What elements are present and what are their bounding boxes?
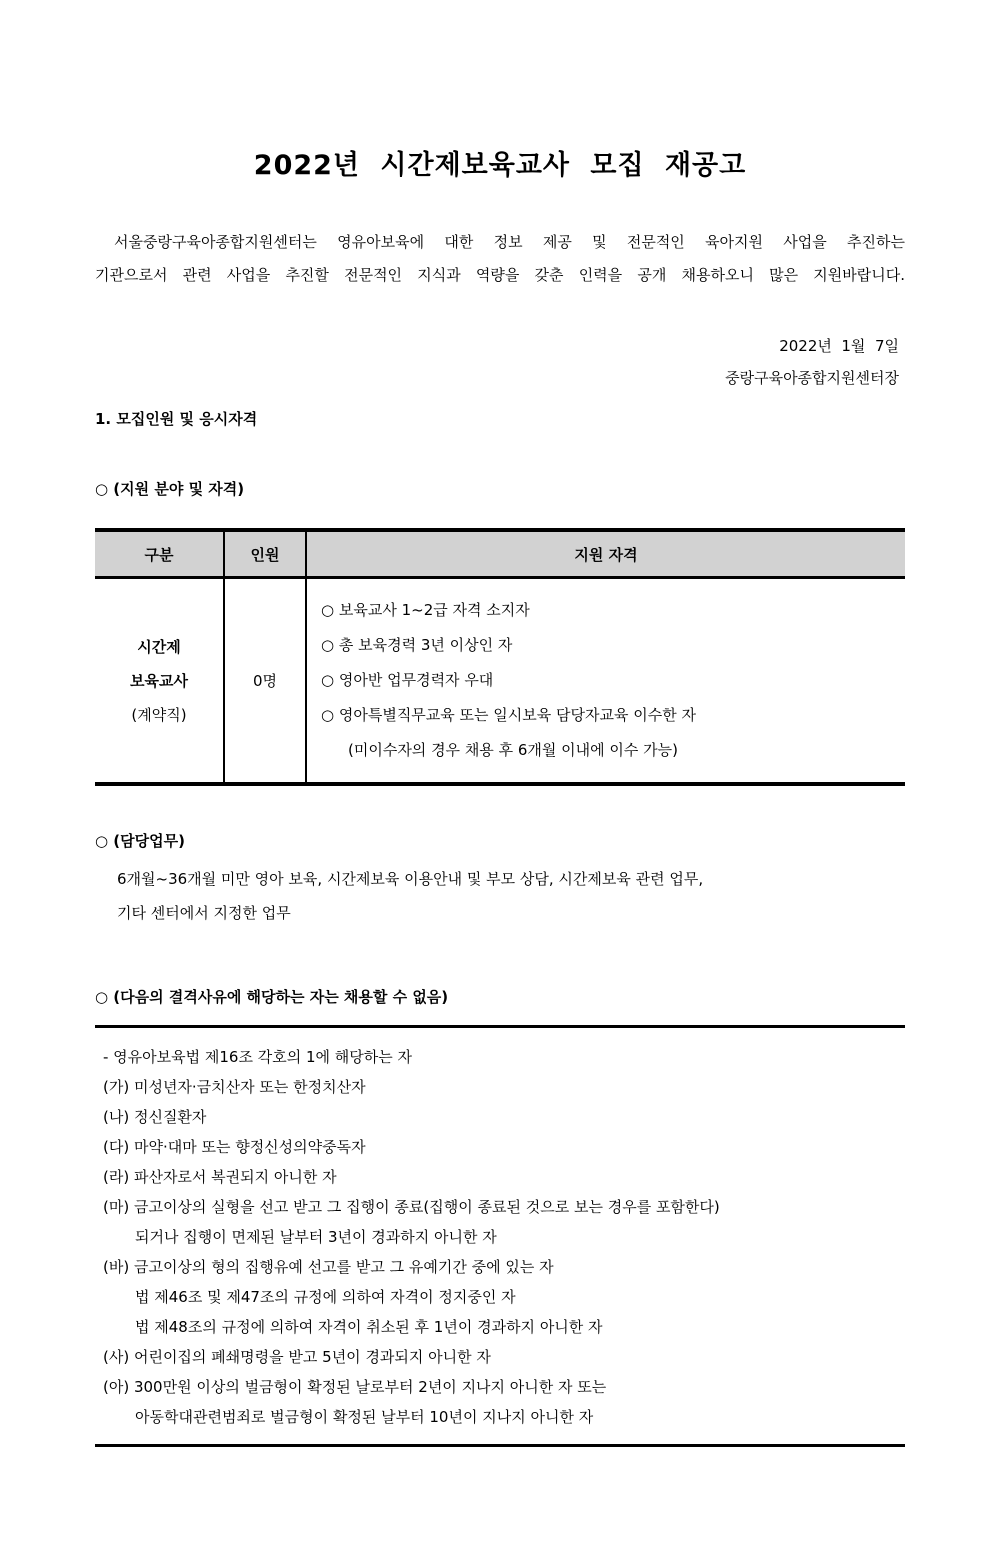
- table-header-row: [95, 532, 905, 578]
- qualification-item: ○ 영아특별직무교육 또는 일시보육 담당자교육 이수한 자: [321, 706, 696, 724]
- qualification-note: (미이수자의 경우 채용 후 6개월 이내에 이수 가능): [348, 741, 678, 759]
- list-item: (바) 금고이상의 형의 집행유예 선고를 받고 그 유예기간 중에 있는 자: [103, 1258, 554, 1276]
- list-item: - 영유아보육법 제16조 각호의 1에 해당하는 자: [103, 1048, 412, 1066]
- date-signature-block: [95, 330, 905, 394]
- list-item: (나) 정신질환자: [103, 1108, 207, 1126]
- header-qualification: 지원 자격: [574, 545, 638, 564]
- section-1-heading: 1. 모집인원 및 응시자격: [95, 410, 258, 428]
- cell-category: [95, 579, 225, 782]
- header-category: 구분: [95, 532, 225, 576]
- qualification-item: ○ 영아반 업무경력자 우대: [321, 671, 494, 689]
- list-item: (마) 금고이상의 실형을 선고 받고 그 집행이 종료(집행이 종료된 것으로 보는 경우를 포함한다): [103, 1198, 720, 1216]
- divider-rule-top: [95, 1025, 905, 1028]
- divider-rule-bottom: [95, 1444, 905, 1447]
- applicant-table: [95, 528, 905, 786]
- document-content: [0, 146, 992, 1447]
- signer-title: 중랑구육아종합지원센터장: [725, 369, 899, 387]
- list-item-continuation: 법 제46조 및 제47조의 규정에 의하여 자격이 정지중인 자: [135, 1288, 516, 1306]
- list-item: (사) 어린이집의 폐쇄명령을 받고 5년이 경과되지 아니한 자: [103, 1348, 491, 1366]
- list-item: (가) 미성년자·금치산자 또는 한정치산자: [103, 1078, 366, 1096]
- category-line-1: 시간제: [137, 637, 181, 656]
- duties-heading: ○ (담당업무): [95, 832, 185, 850]
- list-item: (다) 마약·대마 또는 향정신성의약중독자: [103, 1138, 366, 1156]
- list-item-continuation: 법 제48조의 규정에 의하여 자격이 취소된 후 1년이 경과하지 아니한 자: [135, 1318, 603, 1336]
- announcement-date: 2022년 1월 7일: [779, 337, 899, 355]
- table-body-row: [95, 578, 905, 782]
- intro-paragraph: [95, 226, 905, 292]
- cell-count: 0명: [225, 579, 307, 782]
- category-line-3: (계약직): [131, 705, 187, 724]
- duties-line-2: 기타 센터에서 지정한 업무: [117, 904, 291, 922]
- list-item: (아) 300만원 이상의 벌금형이 확정된 날로부터 2년이 지나지 아니한 자 또는: [103, 1378, 607, 1396]
- list-item-continuation: 아동학대관련범죄로 벌금형이 확정된 날부터 10년이 지나지 아니한 자: [135, 1408, 594, 1426]
- list-item: (라) 파산자로서 복권되지 아니한 자: [103, 1168, 337, 1186]
- qualification-item: ○ 보육교사 1~2급 자격 소지자: [321, 601, 530, 619]
- list-item-continuation: 되거나 집행이 면제된 날부터 3년이 경과하지 아니한 자: [135, 1228, 497, 1246]
- cell-qualifications: [307, 579, 905, 782]
- document-page: [0, 146, 992, 1549]
- disqualification-list: [95, 1042, 905, 1432]
- category-line-2: 보육교사: [130, 671, 188, 690]
- disqualification-heading: ○ (다음의 결격사유에 해당하는 자는 채용할 수 없음): [95, 988, 449, 1006]
- duties-body: [95, 862, 905, 930]
- intro-line-2: 기관으로서 관련 사업을 추진할 전문적인 지식과 역량을 갖춘 인력을 공개 채용하오니 많은 지원바랍니다.: [95, 266, 905, 284]
- page-title: 2022년 시간제보육교사 모집 재공고: [253, 150, 747, 181]
- duties-line-1: 6개월~36개월 미만 영아 보육, 시간제보육 이용안내 및 부모 상담, 시간제보육 관련 업무,: [117, 870, 704, 888]
- intro-line-1: 서울중랑구육아종합지원센터는 영유아보육에 대한 정보 제공 및 전문적인 육아지원 사업을 추진하는: [114, 233, 905, 251]
- field-qualification-heading: ○ (지원 분야 및 자격): [95, 480, 245, 498]
- header-count: 인원: [225, 532, 307, 576]
- qualification-item: ○ 총 보육경력 3년 이상인 자: [321, 636, 513, 654]
